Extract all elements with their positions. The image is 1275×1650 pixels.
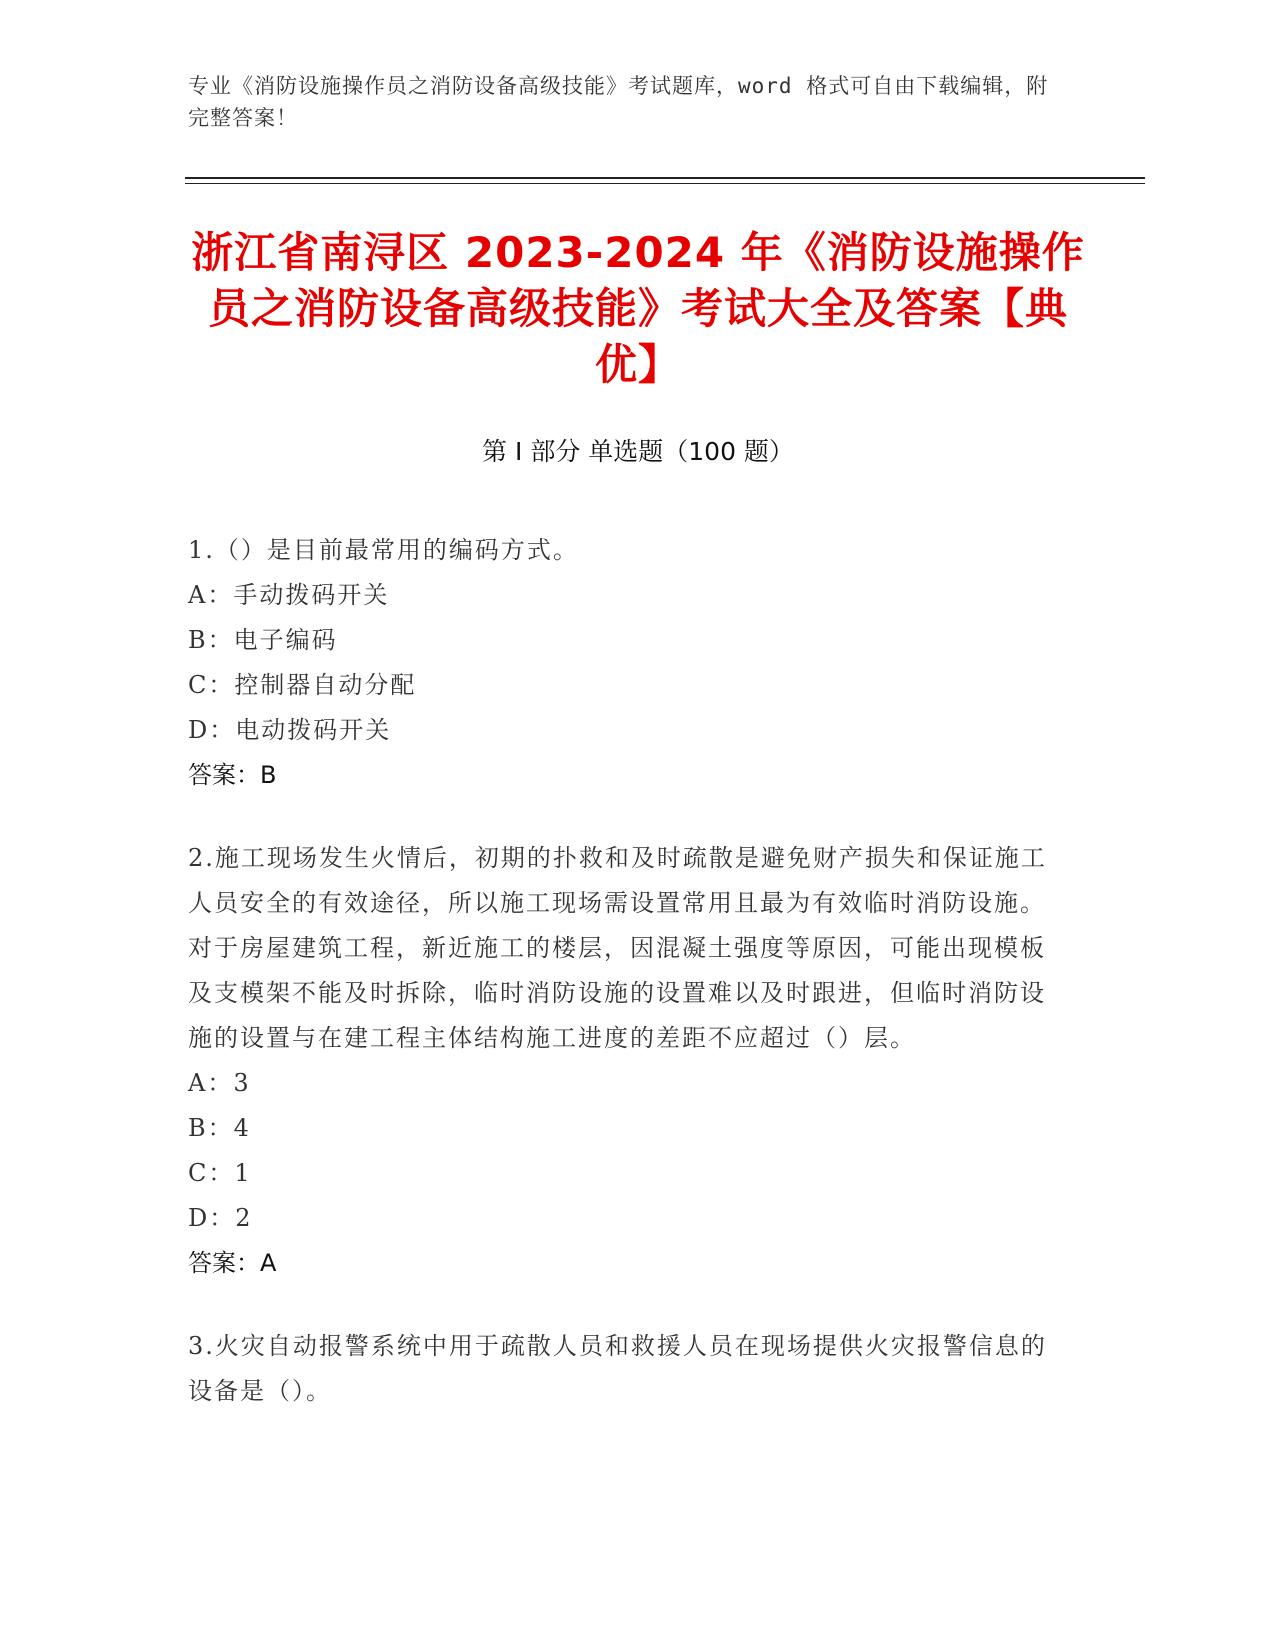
header-divider-thin: [185, 183, 1145, 184]
question-stem: 2.施工现场发生火情后，初期的扑救和及时疏散是避免财产损失和保证施工人员安全的有效途径，所以施工现场需设置常用且最为有效临时消防设施。对于房屋建筑工程，新近施工的楼层，因混凝土强度等原因，可能出现模板及支模架不能及时拆除，临时消防设施的设置难以及时跟进，但临时消防设施的设置与在建工程主体结构施工进度的差距不应超过（）层。: [188, 844, 1047, 1052]
option-b: B：电子编码: [188, 626, 338, 654]
option-c: C：1: [188, 1159, 252, 1187]
answer: 答案：B: [188, 761, 277, 789]
option-d: D：2: [188, 1204, 253, 1232]
question-3: [188, 1324, 1068, 1414]
section-heading: 第 I 部分 单选题（100 题）: [482, 437, 794, 466]
option-a: A：手动拨码开关: [188, 581, 390, 609]
header-note: 专业《消防设施操作员之消防设备高级技能》考试题库，word 格式可自由下载编辑，附完整答案！: [188, 74, 1049, 130]
header-divider: [185, 177, 1145, 179]
option-c: C：控制器自动分配: [188, 671, 417, 699]
document-title: 浙江省南浔区 2023-2024 年《消防设施操作员之消防设备高级技能》考试大全及答案【典优】: [191, 228, 1085, 389]
option-b: B：4: [188, 1114, 251, 1142]
question-stem: 3.火灾自动报警系统中用于疏散人员和救援人员在现场提供火灾报警信息的设备是（）。: [188, 1332, 1047, 1405]
option-d: D：电动拨码开关: [188, 716, 392, 744]
question-list: [188, 528, 1068, 1452]
question-stem: 1.（）是目前最常用的编码方式。: [188, 536, 579, 564]
question-1: [188, 528, 1068, 798]
question-2: [188, 836, 1068, 1286]
answer: 答案：A: [188, 1249, 277, 1277]
option-a: A：3: [188, 1069, 251, 1097]
